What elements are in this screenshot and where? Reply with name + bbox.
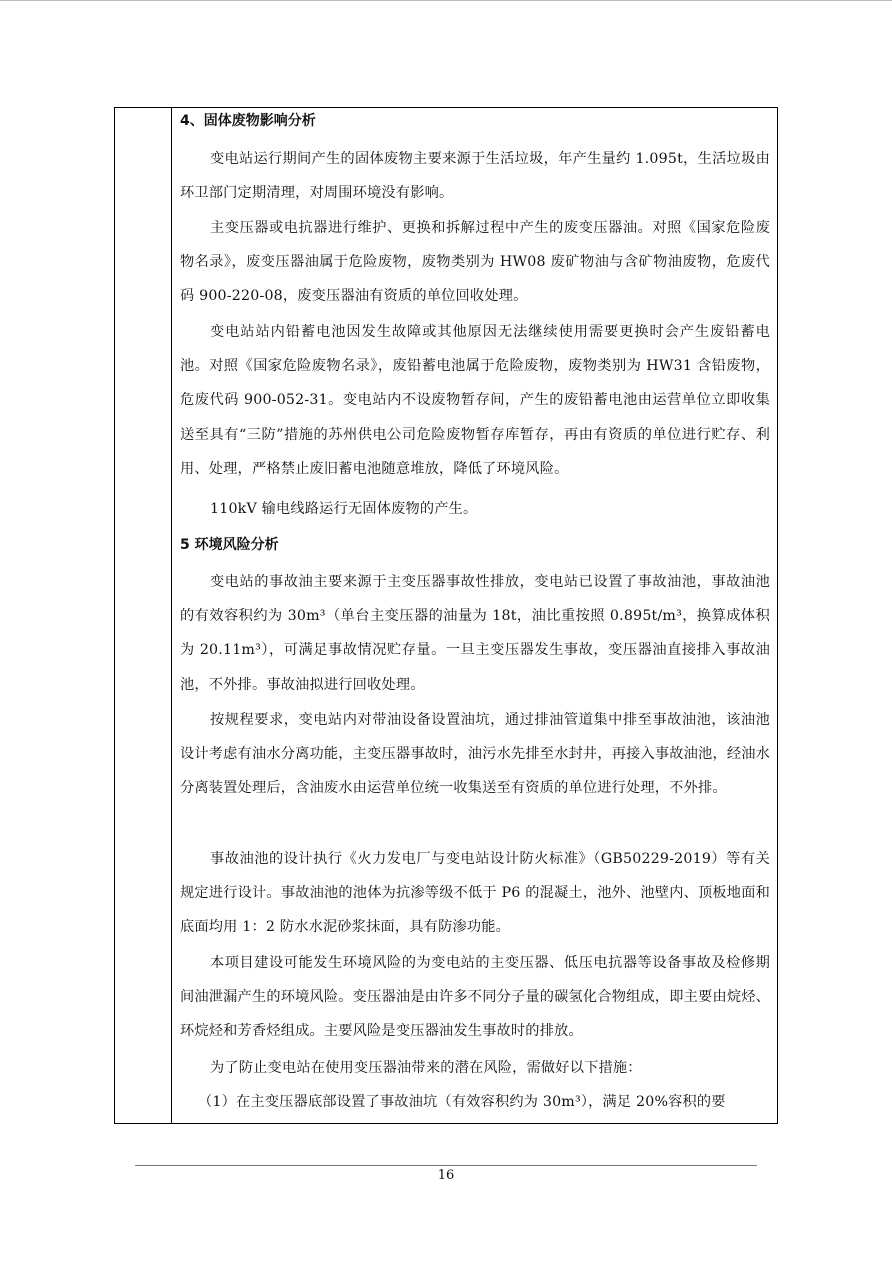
section-4-heading: 4、固体废物影响分析 [180,113,316,129]
section-5-paragraph-2: 按规程要求，变电站内对带油设备设置油坑，通过排油管道集中排至事故油池，该油池设计考虑有油水分离功能，主变压器事故时，油污水先排至水封井，再接入事故油池，经油水分离装置处理后，含油废水由运营单位统一收集送至有资质的单位进行处理，不外排。 [180,712,770,797]
section-4-paragraph-4: 110kV 输电线路运行无固体废物的产生。 [210,501,478,517]
section-5-heading: 5 环境风险分析 [180,537,279,553]
section-4-paragraph-3: 变电站站内铅蓄电池因发生故障或其他原因无法继续使用需要更换时会产生废铅蓄电池。对照《国家危险废物名录》，废铅蓄电池属于危险废物，废物类别为 HW31 含铅废物，危废代码 900-052-31。变电站内不设废物暂存间，产生的废铅蓄电池由运营单位立即收集送至具有“三防”措施的苏州供电公司危险废物暂存库暂存，再由有资质的单位进行贮存、利用、处理，严格禁止废旧蓄电池随意堆放，降低了环境风险。 [180,324,770,477]
section-5-paragraph-4: 本项目建设可能发生环境风险的为变电站的主变压器、低压电抗器等设备事故及检修期间油泄漏产生的环境风险。变压器油是由许多不同分子量的碳氢化合物组成，即主要由烷烃、环烷烃和芳香烃组成。主要风险是变压器油发生事故时的排放。 [180,955,770,1040]
document-table [114,107,778,1124]
top-border-line [0,0,892,1]
section-4-paragraph-1: 变电站运行期间产生的固体废物主要来源于生活垃圾，年产生量约 1.095t，生活垃圾由环卫部门定期清理，对周围环境没有影响。 [180,151,770,202]
table-left-column [115,108,172,1123]
section-5-paragraph-1: 变电站的事故油主要来源于主变压器事故性排放，变电站已设置了事故油池，事故油池的有效容积约为 30m³（单台主变压器的油量为 18t，油比重按照 0.895t/m³，换算成体积为 20.11m³），可满足事故情况贮存量。一旦主变压器发生事故，变压器油直接排入事故油池，不外排。事故油拟进行回收处理。 [180,574,770,693]
section-5-paragraph-6: （1）在主变压器底部设置了事故油坑（有效容积约为 30m³），满足 20%容积的要 [198,1094,726,1110]
section-5-paragraph-5: 为了防止变电站在使用变压器油带来的潜在风险，需做好以下措施： [210,1060,642,1076]
footer-rule [135,1165,757,1166]
section-4-paragraph-2: 主变压器或电抗器进行维护、更换和拆解过程中产生的废变压器油。对照《国家危险废物名录》，废变压器油属于危险废物，废物类别为 HW08 废矿物油与含矿物油废物，危废代码 900-220-08，废变压器油有资质的单位回收处理。 [180,220,770,305]
section-5-paragraph-3: 事故油池的设计执行《火力发电厂与变电站设计防火标准》（GB50229-2019）等有关规定进行设计。事故油池的池体为抗渗等级不低于 P6 的混凝土，池外、池壁内、顶板地面和底面均用 1：2 防水水泥砂浆抹面，具有防渗功能。 [180,851,770,936]
page-number: 16 [437,1168,455,1183]
